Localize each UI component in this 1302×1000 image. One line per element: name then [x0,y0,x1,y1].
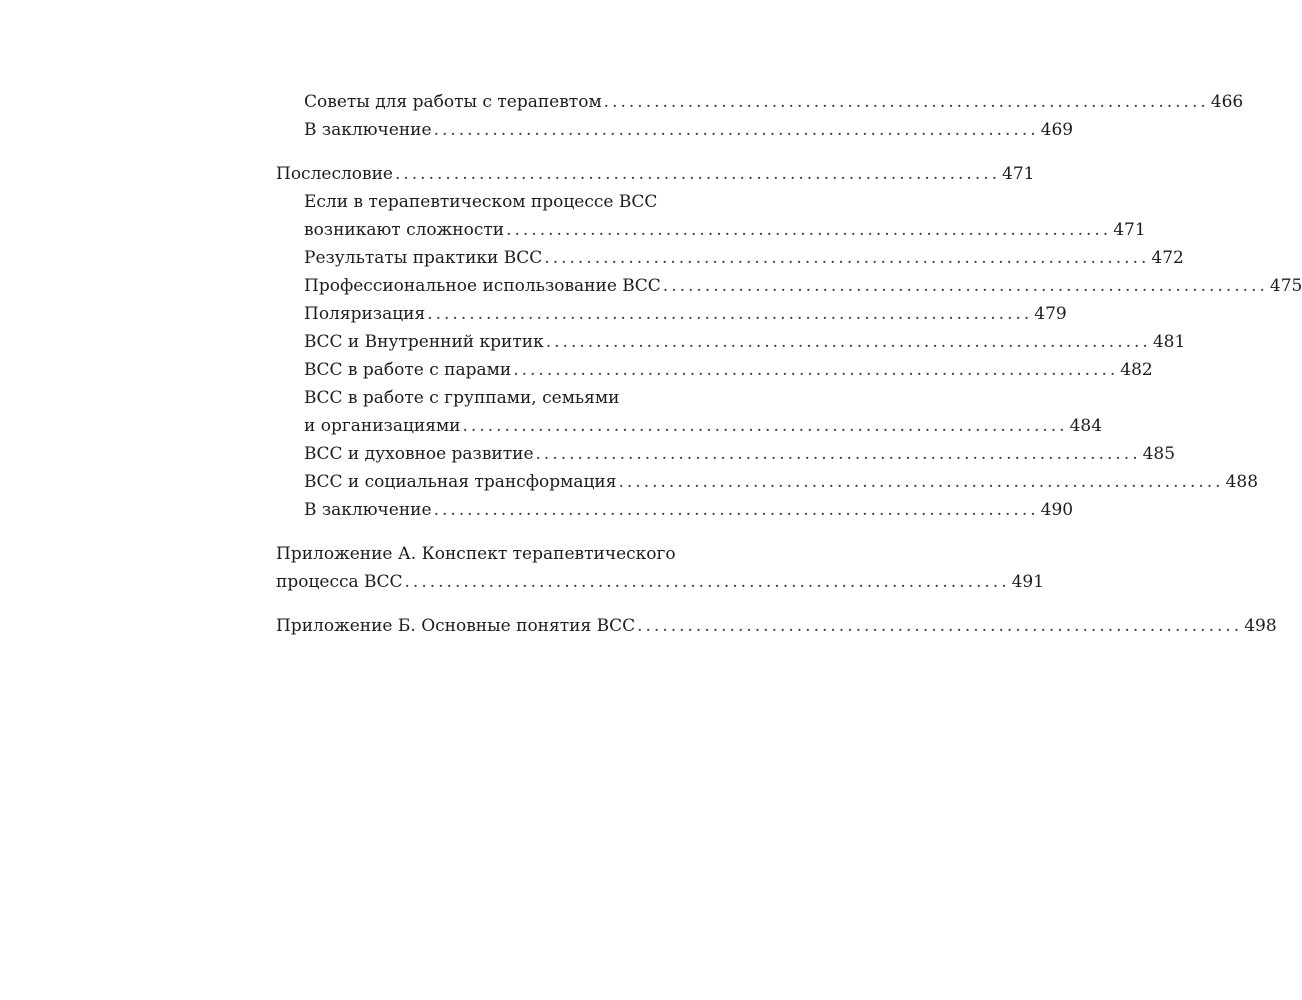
toc-entry-title: ВСС и духовное развитие [304,444,534,464]
toc-entry-title: Приложение А. Конспект терапевтического [276,544,676,564]
dot-leader: ........................................................................ [662,276,1268,296]
toc-page-number: 482 [1120,360,1153,380]
toc-subentry[interactable] [276,440,1176,468]
dot-leader: ........................................................................ [462,416,1068,436]
toc-subentry[interactable] [276,244,1184,272]
toc-subentry[interactable] [276,88,1244,116]
toc-page-number: 475 [1269,276,1302,296]
toc-entry-title: Результаты практики ВСС [304,248,543,268]
toc-page-number: 469 [1040,120,1074,140]
toc-entry-title: В заключение [304,120,432,140]
dot-leader: ........................................................................ [513,360,1119,380]
toc-subentry[interactable] [276,384,1103,440]
toc-section [276,160,1302,524]
toc-section [276,612,1277,640]
toc-page-number: 471 [1113,220,1146,240]
toc-entry-title: Советы для работы с терапевтом [304,92,602,112]
toc-entry-title: Если в терапевтическом процессе ВСС [304,192,658,212]
dot-leader: ........................................................................ [637,616,1243,636]
toc-entry-title: возникают сложности [304,220,505,240]
toc-page-number: 498 [1244,616,1277,636]
toc-entry-title: ВСС и Внутренний критик [304,332,544,352]
toc-entry-title: Приложение Б. Основные понятия ВСС [276,616,636,636]
toc-section [276,540,1045,596]
dot-leader: ........................................................................ [427,304,1033,324]
toc-page-number: 471 [1002,164,1035,184]
toc-entry-title: процесса ВСС [276,572,403,592]
toc-page-number: 479 [1034,304,1067,324]
toc-page-number: 490 [1040,500,1074,520]
toc-entry-title: В заключение [304,500,432,520]
dot-leader: ........................................................................ [603,92,1209,112]
toc-entry-title: ВСС и социальная трансформация [304,472,617,492]
dot-leader: ........................................................................ [433,500,1039,520]
toc-page-number: 472 [1151,248,1184,268]
dot-leader: ........................................................................ [433,120,1039,140]
toc-page-number: 491 [1011,572,1045,592]
toc-subentry[interactable] [276,496,1074,524]
toc-page-number: 488 [1225,472,1259,492]
dot-leader: ........................................................................ [404,572,1010,592]
toc-entry-title: Профессиональное использование ВСС [304,276,661,296]
dot-leader: ........................................................................ [618,472,1224,492]
dot-leader: ........................................................................ [506,220,1112,240]
toc-entry-title: ВСС в работе с группами, семьями [304,388,620,408]
dot-leader: ........................................................................ [544,248,1150,268]
toc-entry-title: Послесловие [276,164,393,184]
toc-subentry[interactable] [276,300,1067,328]
toc-page-number: 466 [1210,92,1244,112]
toc-subentry[interactable] [276,356,1153,384]
toc-subentry[interactable] [276,272,1302,300]
toc-subentry[interactable] [276,188,1146,244]
toc-entry-title: и организациями [304,416,461,436]
dot-leader: ........................................................................ [545,332,1151,352]
toc-entry[interactable] [276,160,1035,188]
toc-page-number: 485 [1142,444,1176,464]
toc-entry[interactable] [276,612,1277,640]
table-of-contents [276,88,1302,640]
toc-page-number: 484 [1069,416,1103,436]
toc-section [276,88,1244,144]
dot-leader: ........................................................................ [394,164,1001,184]
toc-page-number: 481 [1152,332,1186,352]
toc-entry-title: ВСС в работе с парами [304,360,512,380]
toc-subentry[interactable] [276,468,1259,496]
toc-subentry[interactable] [276,116,1074,144]
toc-entry[interactable] [276,540,1045,596]
dot-leader: ........................................................................ [535,444,1141,464]
toc-entry-title: Поляризация [304,304,426,324]
toc-subentry[interactable] [276,328,1186,356]
